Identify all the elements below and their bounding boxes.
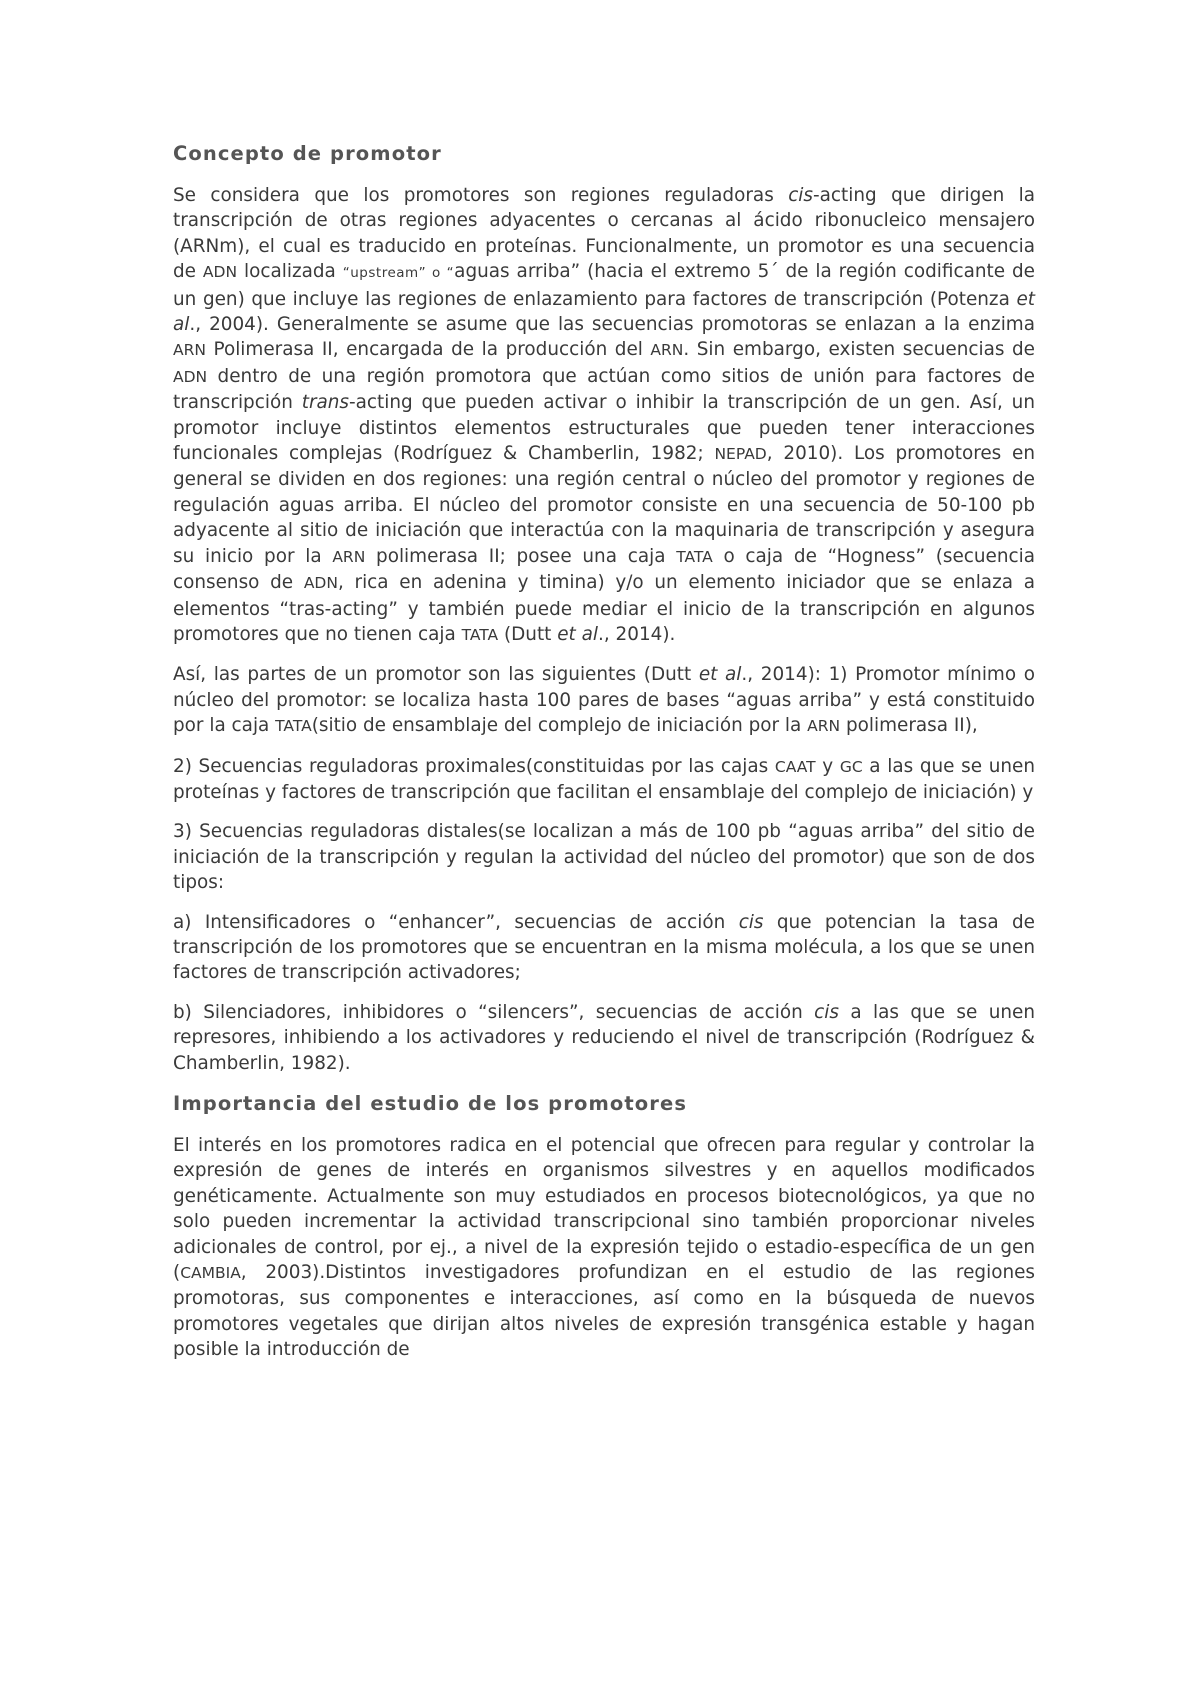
paragraph-enhancers: a) Intensificadores o “enhancer”, secuencias de acción cis que potencian la tasa de transcripción de los promotores que se encuentran en la misma molécula, a los que se unen factores de transcripción activadores; — [173, 911, 1036, 984]
paragraph-parts: Así, las partes de un promotor son las siguientes (Dutt et al., 2014): 1) Promotor mínimo o núcleo del promotor: se localiza hasta 100 pares de bases “aguas arriba” y está constituido por la caja TATA(sitio de ensamblaje del complejo de iniciación por la ARN polimerasa II), — [173, 664, 1035, 737]
paragraph-importance: El interés en los promotores radica en el potencial que ofrecen para regular y controlar la expresión de genes de interés en organismos silvestres y en aquellos modificados genéticamente. Actualmente son muy estudiados en procesos biotecnológicos, ya que no solo pueden incrementar la actividad transcripcional sino también proporcionar niveles adicionales de control, por ej., a nivel de la expresión tejido o estadio-específica de un gen (CAMBIA, 2003).Distintos investigadores profundizan en el estudio de las regiones promotoras, sus componentes e interacciones, así como en la búsqueda de nuevos promotores vegetales que dirijan altos niveles de expresión transgénica estable y hagan posible la introducción de — [173, 1135, 1035, 1361]
document-page — [173, 140, 1035, 1363]
paragraph-distal: 3) Secuencias reguladoras distales(se localizan a más de 100 pb “aguas arriba” del sitio de iniciación de la transcripción y regulan la actividad del núcleo del promotor) que son de dos tipos: — [173, 821, 1035, 894]
section-title-concepto: Concepto de promotor — [173, 142, 442, 165]
paragraph-definition: Se considera que los promotores son regiones reguladoras cis-acting que dirigen la transcripción de otras regiones adyacentes o cercanas al ácido ribonucleico mensajero (ARNm), el cual es traducido en proteínas. Funcionalmente, un promotor es una secuencia de ADN localizada “upstream” o “aguas arriba” (hacia el extremo 5´ de la región codificante de un gen) que incluye las regiones de enlazamiento para factores de transcripción (Potenza et al., 2004). Generalmente se asume que las secuencias promotoras se enlazan a la enzima ARN Polimerasa II, encargada de la producción del ARN. Sin embargo, existen secuencias de ADN dentro de una región promotora que actúan como sitios de unión para factores de transcripción trans-acting que pueden activar o inhibir la transcripción de un gen. Así, un promotor incluye distintos elementos estructurales que pueden tener interacciones funcionales complejas (Rodríguez & Chamberlin, 1982; NEPAD, 2010). Los promotores en general se dividen en dos regiones: una región central o núcleo del promotor y regiones de regulación aguas arriba. El núcleo del promotor consiste en una secuencia de 50-100 pb adyacente al sitio de iniciación que interactúa con la maquinaria de transcripción y asegura su inicio por la ARN polimerasa II; posee una caja TATA o caja de “Hogness” (secuencia consenso de ADN, rica en adenina y timina) y/o un elemento iniciador que se enlaza a elementos “tras-acting” y también puede mediar el inicio de la transcripción en algunos promotores que no tienen caja TATA (Dutt et al., 2014). — [173, 185, 1036, 645]
section-title-importancia: Importancia del estudio de los promotores — [173, 1092, 688, 1115]
paragraph-silencers: b) Silenciadores, inhibidores o “silencers”, secuencias de acción cis a las que se unen represores, inhibiendo a los activadores y reduciendo el nivel de transcripción (Rodríguez & Chamberlin, 1982). — [173, 1001, 1035, 1074]
paragraph-proximal: 2) Secuencias reguladoras proximales(constituidas por las cajas CAAT y GC a las que se unen proteínas y factores de transcripción que facilitan el ensamblaje del complejo de iniciación) y — [173, 755, 1035, 803]
